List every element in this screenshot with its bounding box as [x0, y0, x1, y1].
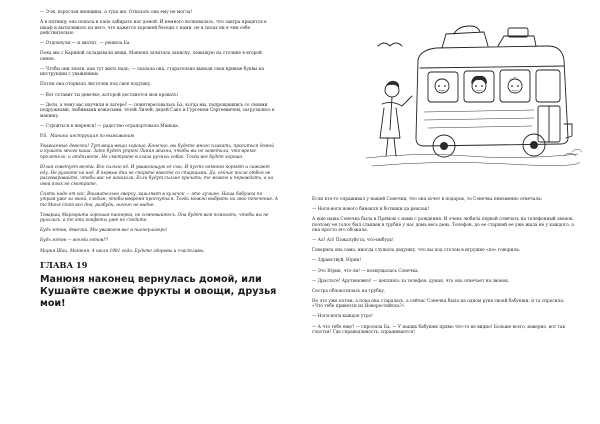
paragraph: — Чтобы они знали, как тут жить надо, — сказала она, старательно выводя свои кривые буквы на инструкции с уважением. [40, 66, 265, 78]
paragraph: — Это Юрик, что-ли! — возмущалась Сонечка. [312, 268, 419, 274]
italic-paragraph: Будь готов — всегда готов!!! [40, 238, 109, 244]
paragraph: А в пятницу она попала к папе забирать нас домой. И немного волновалась, что завтра придется в шкаф и вытаскивать из него, что кажется хорошей беседы с нами, не в силах ни в чем себе действительно [40, 20, 267, 37]
paragraph: Пока мы с Кариной складывали вещи, Манюня зачитала записку, лежащую на столике в второй смене. [40, 51, 262, 62]
paragraph: — Строиться в шеренги! — радостно отрапортовала Манька. [40, 123, 180, 129]
bus-illustration [358, 20, 586, 172]
paragraph: А еще наша Сонечка была в Прямом с нами с рождения. И очень любила первой отвечать на телефонный звонок, поэтому ее голос был слышен в трубке у нас дома весь день. Телефон, до ее старшей ее уже жила не у каждого, а она просто его обожала. [312, 217, 574, 234]
paragraph: Говорила она сама, иногда слушала дедушку, что вы под столом в игрушке «пэ» говорила: [312, 248, 521, 254]
right-page [300, 0, 600, 424]
italic-paragraph: Товарищ Маргарита хорошая пионерка, не сомневайтесь. Она будет вам помогать, чтобы вы не ругались, а то эти конфеты уже не съедите. [40, 212, 269, 224]
left-text-column [40, 10, 278, 310]
paragraph: — Ал! Ал! Пожалуйста, что-нибудь! [312, 238, 394, 244]
right-text-column [312, 197, 574, 340]
paragraph: — Э-эх, взрослая женщина, а туда же. Отказать она ему не могла! [40, 10, 193, 15]
paragraph: — Вот оставит ты девочке, которой достанется моя кровать! [40, 92, 179, 98]
italic-paragraph: Юлия советует везти. Все сильно её. И уважающую её сын. И пусть немного кормят и сажают еду. Не ругайте на неё. В первые дни не спорьте вместе со старшими. Да, сейчас после отбоя не разговаривайте, чтобы вас не наказали. Если будут сильно кричать, то можно и переждать, а на свой язык не смотрите. [40, 165, 274, 187]
paragraph: — Здравствуй, Юрик! [312, 258, 362, 264]
paragraph: Сестра облокотилась на трубку. [312, 288, 386, 294]
paragraph: — Ноги-ноги каждое утро! [312, 314, 373, 320]
bus-drawing [358, 20, 586, 172]
paragraph: Но это уже потом, а пока она старалась, а сейчас Сонечка была на одном руке своей бабушки, и та спросила: «Что тебе привезти из Новороссийска?» [312, 298, 565, 310]
paragraph: Если кто-то спрашивал у нашей Сонечки, что она хочет в подарок, то Сонечка неизменно отвечала: [312, 197, 543, 202]
signature-line: Мария Шац. Манюня. 4 июля 1981 года. Будьте здоровы и счастливы. [40, 248, 205, 254]
italic-paragraph: Уважаемые девочки! Тут вещи-вещи хорошо. Конечно, вы будете много плакать, проситься домой и кушать много каши. Зато будет утром Линия жизни, чтобы вы не заметили, что время пролетело, и отдохнете. Не смотрите в глаза ручных собак. Тогда все будет хорошо. [40, 143, 274, 160]
ps-label: P.S. [40, 133, 48, 139]
chapter-title: Манюня наконец вернулась домой, или Кушайте свежие фрукты и овощи, друзья мои! [40, 274, 277, 309]
paragraph: Потом она оторвала листочек под свое подушку. [40, 82, 152, 88]
paragraph: — Отдохнули — и хватит, — решила Ба. [40, 41, 131, 47]
paragraph: — Дети, а чему вас научили в лагере? — поинтересовалась Ба, когда мы, попрощавшись со своими подружками, любимыми вожатыми, тетей Лилей, дядей Сако и Гургеном Сергеевичем, загрузились в машину. [40, 102, 275, 119]
paragraph: — Драстьте! Арутюнович! — цепляясь за телефон, думая, что она отвечает на звонок. [312, 278, 510, 284]
italic-paragraph: Будь готов, девочки. Мы уважаем вас в пионерлагерь! [40, 228, 168, 234]
paragraph: — Ноги-ноги нового бинокля и ботинки да рюкзак! [312, 207, 430, 213]
ps-line [40, 134, 278, 140]
paragraph: — А что тебе еще? — спросила Ба. — У наших бабушек прямо что-то не видно! Больше всего, наверно, вот так счастья! Где справедливость, спрашивается! [312, 324, 566, 336]
italic-paragraph: Снять надо от кос. Внимательно сверху, кашляют в кулачок — это лучшее. Наша бабушка по утрам уже за мной, следим, чтобы вовремя проснуться. Тогда можно выбрать на свое попечение. А то Маня спит все дни, разбуди, ничего не видно. [40, 191, 278, 208]
ps-heading: Манина инструкция по выживанию [50, 133, 135, 139]
chapter-number: ГЛАВА 19 [40, 260, 88, 270]
